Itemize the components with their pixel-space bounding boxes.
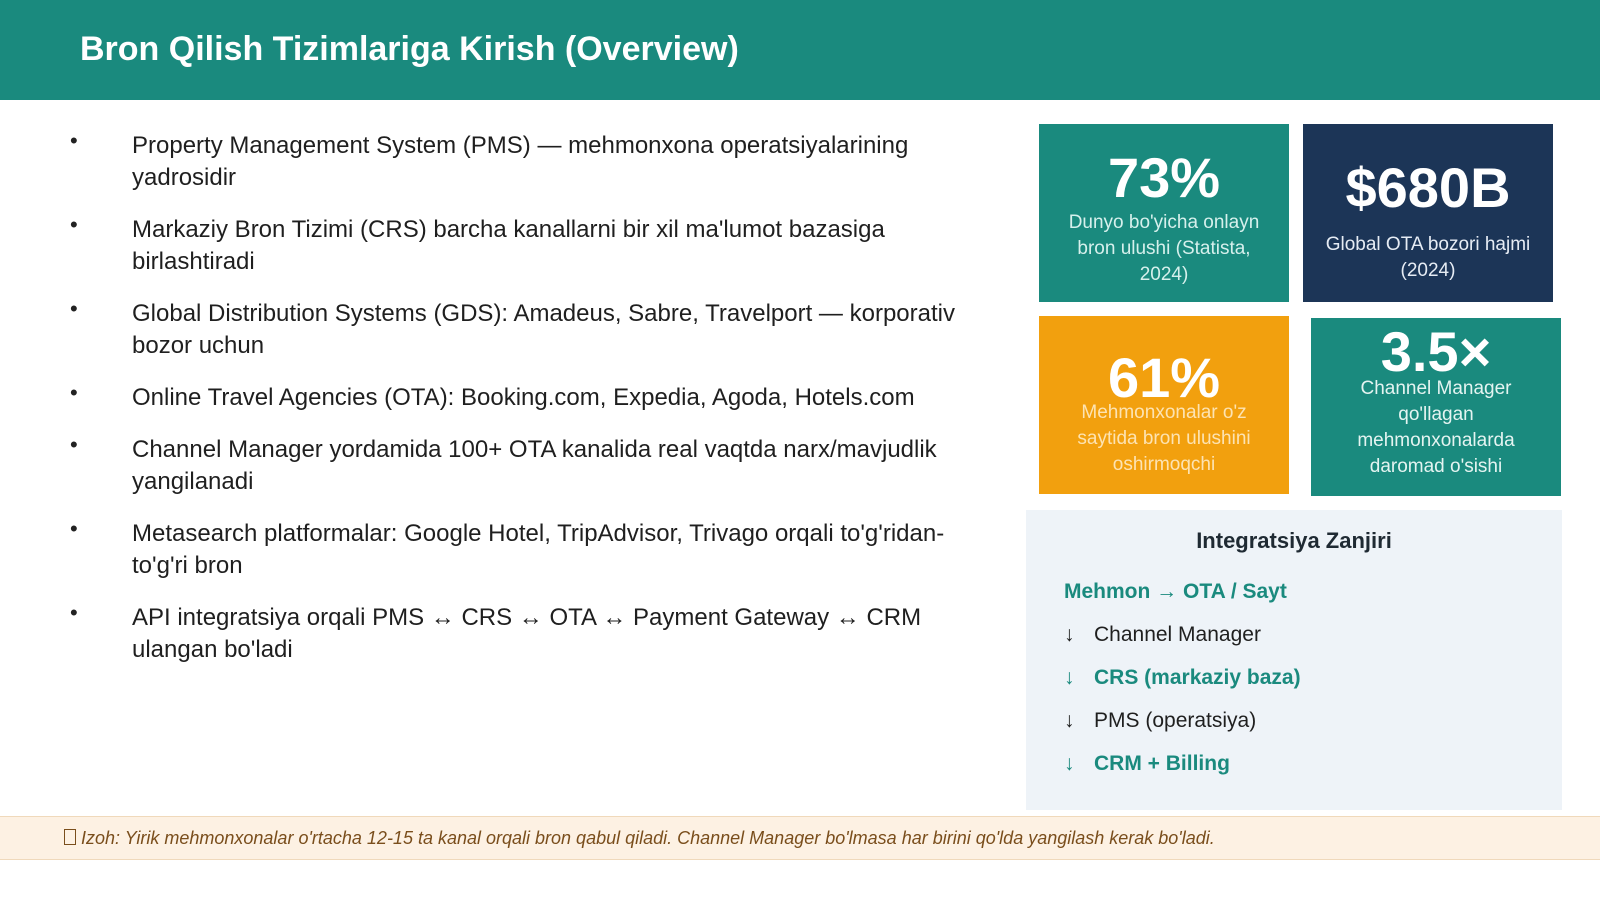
footnote-bar <box>0 816 1600 860</box>
chain-step <box>1064 580 1287 604</box>
page-title: Bron Qilish Tizimlariga Kirish (Overview) <box>80 30 739 68</box>
bullet-dot-icon: • <box>70 128 78 153</box>
bullet-text: Online Travel Agencies (OTA): Booking.com, Expedia, Agoda, Hotels.com <box>132 384 915 411</box>
bullet-text: Metasearch platformalar: Google Hotel, TripAdvisor, Trivago orqali to'g'ridan-to'g'ri bron <box>132 520 945 579</box>
chain-step <box>1064 709 1256 733</box>
bullet-item <box>62 214 972 278</box>
bullet-item <box>62 130 972 194</box>
bullet-item <box>62 382 972 414</box>
bullet-item <box>62 518 972 582</box>
title-bar <box>0 0 1600 100</box>
integration-chain-panel <box>1026 510 1562 810</box>
bullet-dot-icon: • <box>70 212 78 237</box>
chain-step-label: CRS (markaziy baza) <box>1094 666 1301 689</box>
chain-step-label: PMS (operatsiya) <box>1094 709 1257 732</box>
bullet-dot-icon: • <box>70 380 78 405</box>
stat-caption: Global OTA bozori hajmi (2024) <box>1325 234 1531 281</box>
stat-caption: Mehmonxonalar o'z saytida bron ulushini oshirmoqchi <box>1077 402 1251 475</box>
bullet-text: API integratsiya orqali PMS ↔ CRS ↔ OTA ↔ Payment Gateway ↔ CRM ulangan bo'ladi <box>132 604 922 663</box>
arrow-down-icon: ↓ <box>1064 623 1075 646</box>
chain-step-label: Mehmon → OTA / Sayt <box>1064 580 1287 603</box>
stat-tile-online-share <box>1039 124 1289 302</box>
stat-tile-revenue-growth <box>1311 318 1561 496</box>
stat-value: 61% <box>1107 346 1221 409</box>
chain-step-label: Channel Manager <box>1094 623 1261 646</box>
stat-value: 3.5× <box>1380 320 1492 383</box>
chain-title: Integratsiya Zanjiri <box>1196 528 1392 553</box>
stat-caption: Channel Manager qo'llagan mehmonxonalarda daromad o'sishi <box>1357 378 1515 477</box>
stat-value: 73% <box>1107 146 1221 209</box>
bullet-dot-icon: • <box>70 516 78 541</box>
bullet-text: Global Distribution Systems (GDS): Amadeus, Sabre, Travelport — korporativ bozor uchun <box>132 300 955 359</box>
bullet-dot-icon: • <box>70 600 78 625</box>
bullet-dot-icon: • <box>70 432 78 457</box>
stat-caption: Dunyo bo'yicha onlayn bron ulushi (Statista, 2024) <box>1068 212 1260 285</box>
bullet-dot-icon: • <box>70 296 78 321</box>
bullet-list <box>62 130 972 686</box>
chain-step <box>1064 666 1301 690</box>
chain-step-label: CRM + Billing <box>1094 752 1230 775</box>
bullet-text: Markaziy Bron Tizimi (CRS) barcha kanallarni bir xil ma'lumot bazasiga birlashtiradi <box>132 216 885 275</box>
note-icon <box>64 829 76 845</box>
arrow-down-icon: ↓ <box>1064 666 1075 689</box>
footnote <box>64 828 1215 849</box>
chain-step <box>1064 623 1261 647</box>
bullet-item <box>62 602 972 666</box>
bullet-item <box>62 434 972 498</box>
stat-tile-direct-booking <box>1039 316 1289 494</box>
bullet-item <box>62 298 972 362</box>
bullet-text: Property Management System (PMS) — mehmonxona operatsiyalarining yadrosidir <box>132 132 909 191</box>
stat-value: $680B <box>1345 156 1511 219</box>
bullet-text: Channel Manager yordamida 100+ OTA kanalida real vaqtda narx/mavjudlik yangilanadi <box>132 436 937 495</box>
chain-step <box>1064 752 1230 776</box>
stat-tile-ota-market <box>1303 124 1553 302</box>
arrow-down-icon: ↓ <box>1064 709 1075 732</box>
arrow-down-icon: ↓ <box>1064 752 1075 775</box>
footnote-text: Izoh: Yirik mehmonxonalar o'rtacha 12-15 ta kanal orqali bron qabul qiladi. Channel Manager bo'lmasa har birini qo'lda yangilash kerak bo'ladi. <box>81 828 1215 848</box>
